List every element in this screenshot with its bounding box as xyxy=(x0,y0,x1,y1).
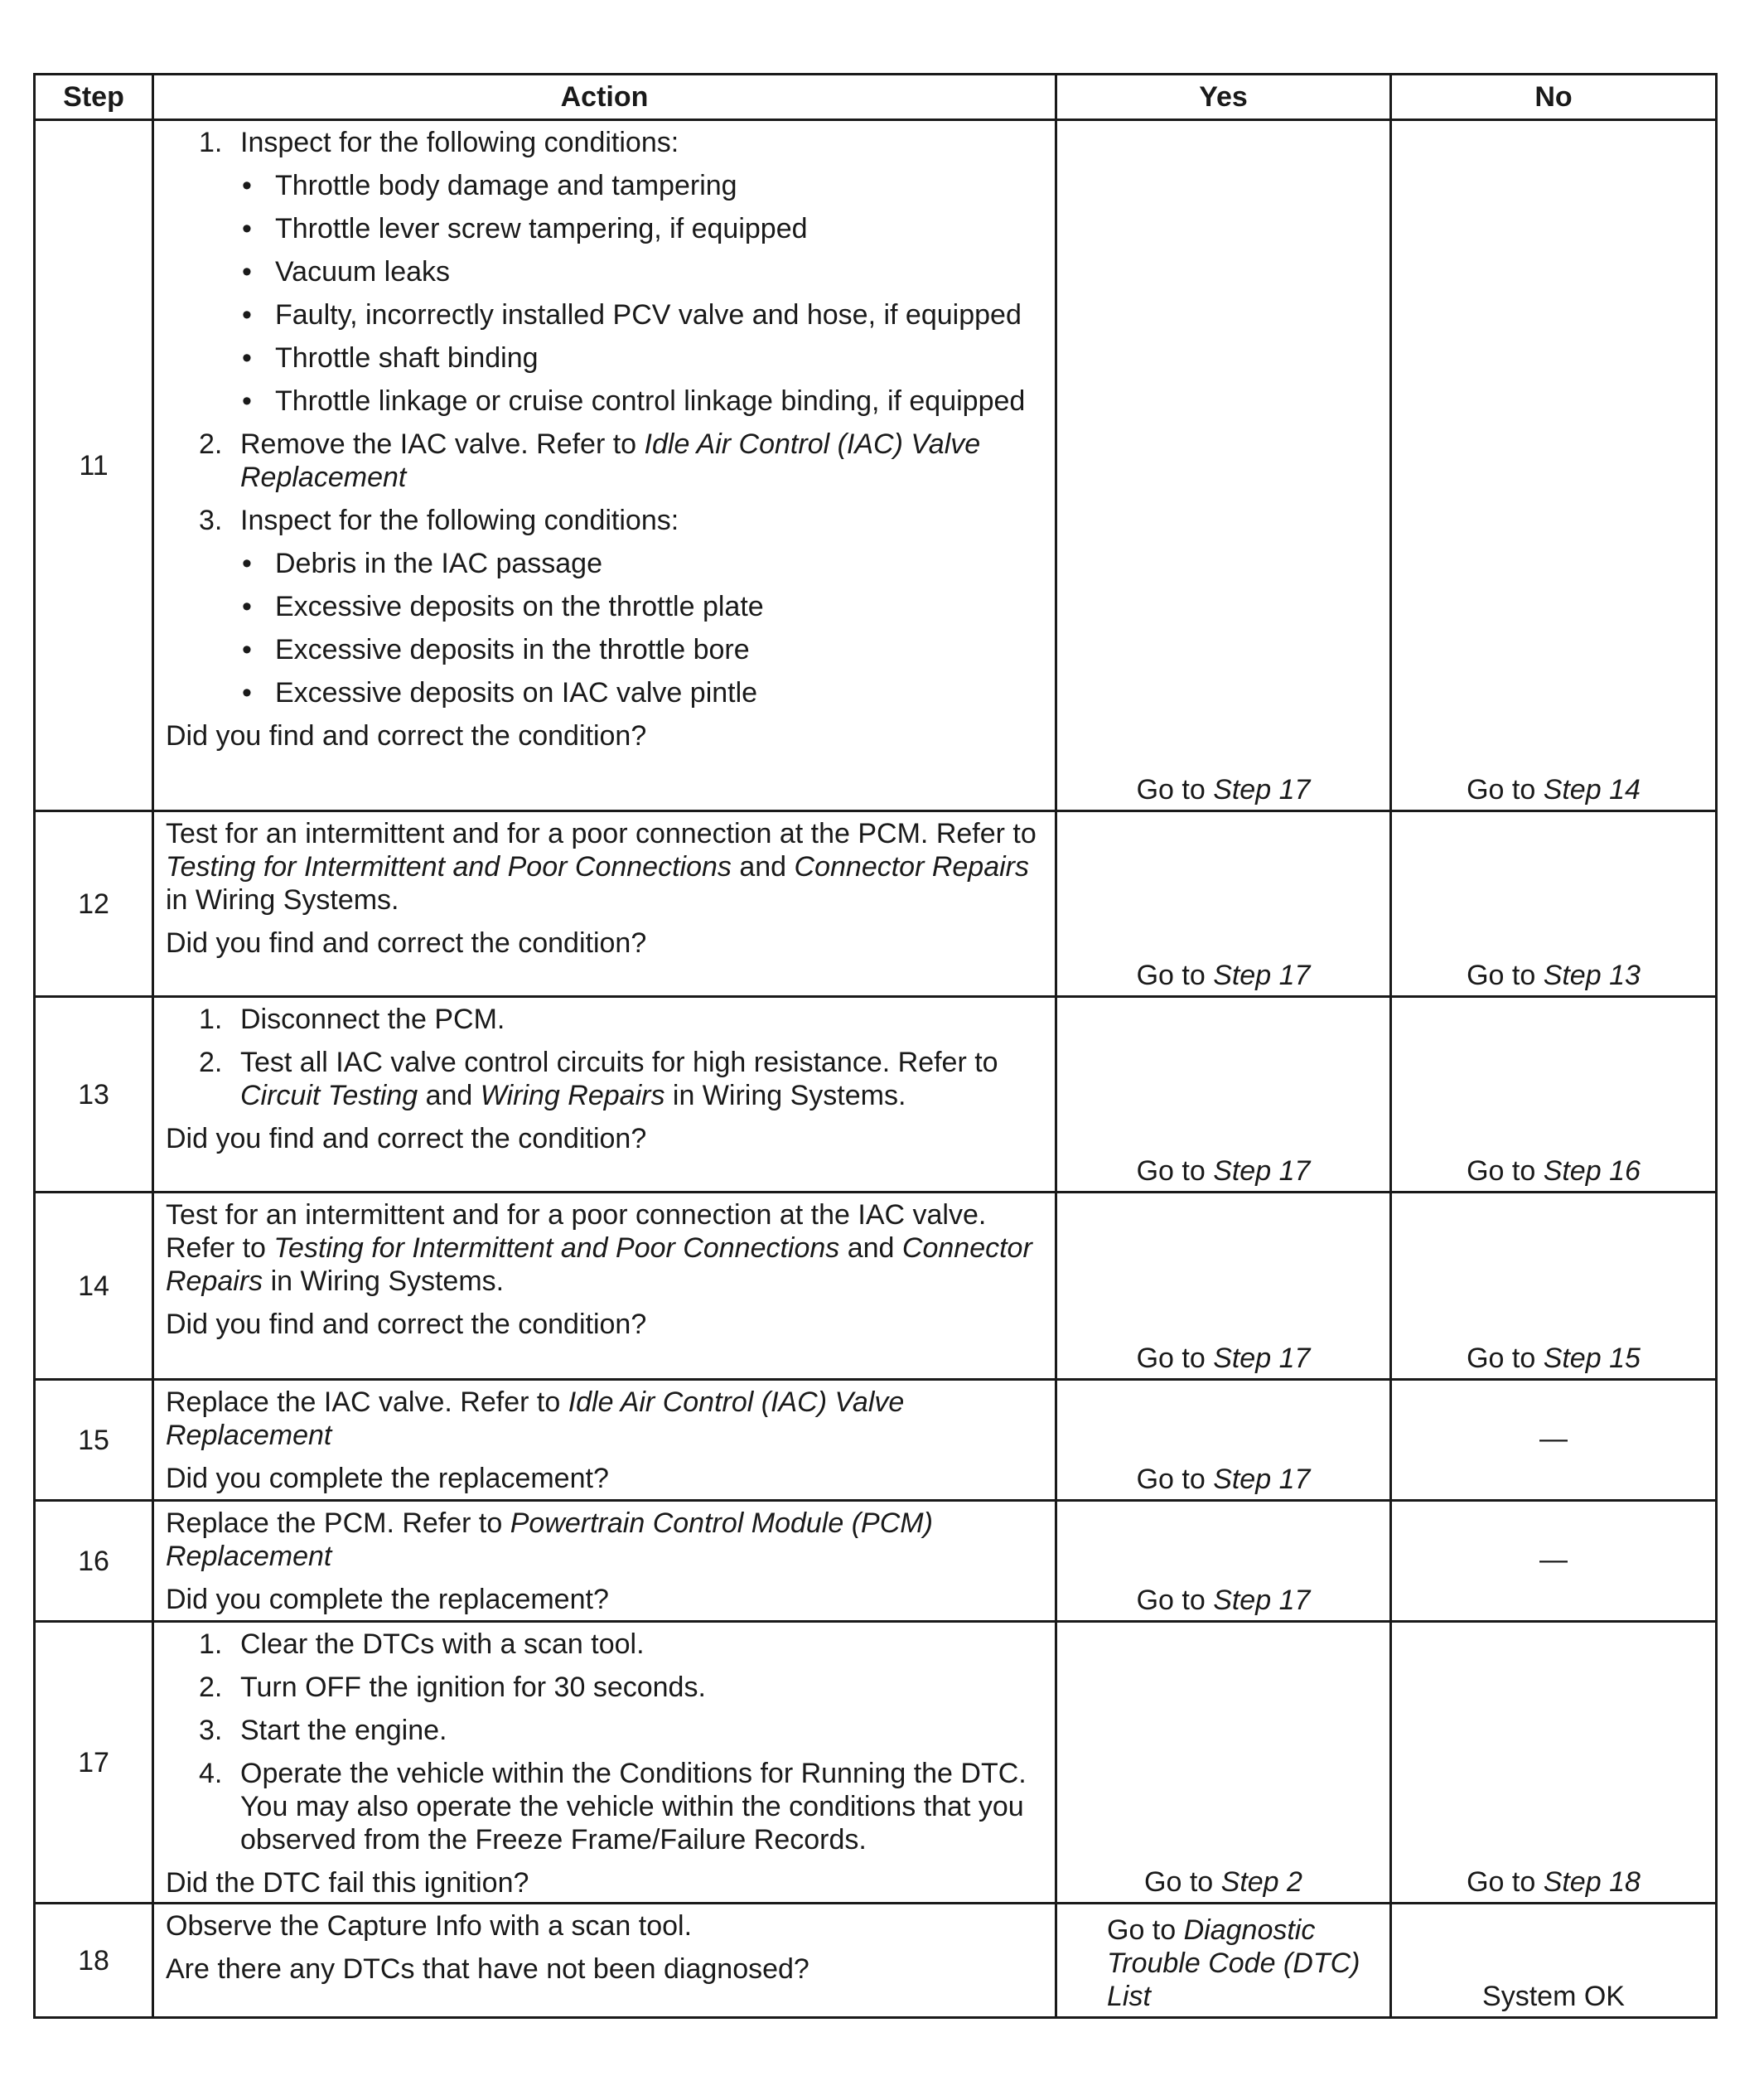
bullet-item: • Excessive deposits on IAC valve pintle xyxy=(166,676,1043,709)
item-text: Operate the vehicle within the Conditions for Running the DTC. You may also operate the vehicle within the conditions that you observed from the Freeze Frame/Failure Records. xyxy=(240,1758,1027,1856)
action-cell xyxy=(153,1193,1056,1380)
text-run: in Wiring Systems. xyxy=(664,1080,906,1111)
bullet-item: • Excessive deposits on the throttle plate xyxy=(166,590,1043,623)
step-number: 15 xyxy=(35,1380,153,1501)
reference-link: Circuit Testing xyxy=(240,1080,418,1111)
goto-prefix: Go to xyxy=(1136,1585,1214,1616)
no-cell xyxy=(1391,1380,1717,1501)
list-item xyxy=(166,504,1043,537)
bullet-item: • Faulty, incorrectly installed PCV valve and hose, if equipped xyxy=(166,298,1043,331)
reference-link: Connector Repairs xyxy=(794,851,1030,883)
goto-dtc-list-link: Diagnostic Trouble Code (DTC) List xyxy=(1107,1914,1360,2012)
question-text: Did you find and correct the condition? xyxy=(166,927,647,959)
goto-step-link: Step 17 xyxy=(1213,1585,1311,1616)
item-number: 2. xyxy=(199,1047,223,1078)
table-row xyxy=(35,1380,1717,1501)
table-row xyxy=(35,811,1717,997)
list-item xyxy=(166,1671,1043,1704)
reference-link: Connector Repairs xyxy=(166,1232,1032,1297)
table-row xyxy=(35,1904,1717,2018)
step-number: 14 xyxy=(35,1193,153,1380)
bullet-text: Excessive deposits in the throttle bore xyxy=(275,634,750,665)
list-item xyxy=(166,1046,1043,1112)
yes-cell xyxy=(1056,1380,1391,1501)
goto-prefix: Go to xyxy=(1467,774,1544,806)
goto-prefix: Go to xyxy=(1467,1155,1544,1187)
bullet-item: • Throttle shaft binding xyxy=(166,341,1043,375)
action-text xyxy=(166,817,1043,917)
bullet-item: • Throttle body damage and tampering xyxy=(166,169,1043,202)
goto-prefix: Go to xyxy=(1467,960,1544,991)
table-row xyxy=(35,120,1717,811)
table-header-row xyxy=(35,75,1717,120)
goto-step-link: Step 14 xyxy=(1543,774,1641,806)
header-yes: Yes xyxy=(1056,75,1391,120)
no-cell xyxy=(1391,1501,1717,1622)
goto-step-link: Step 17 xyxy=(1213,1343,1311,1374)
reference-link: Testing for Intermittent and Poor Connections xyxy=(273,1232,840,1264)
item-text: Inspect for the following conditions: xyxy=(240,127,679,158)
text-run: Replace the IAC valve. Refer to xyxy=(166,1386,568,1418)
text-run: in Wiring Systems. xyxy=(166,884,399,916)
bullet-text: Throttle lever screw tampering, if equipped xyxy=(275,213,808,244)
goto-step-link: Step 17 xyxy=(1213,1464,1311,1495)
header-no: No xyxy=(1391,75,1717,120)
bullet-item: • Excessive deposits in the throttle bore xyxy=(166,633,1043,666)
reference-link: Wiring Repairs xyxy=(480,1080,665,1111)
action-text xyxy=(166,1198,1043,1298)
goto-prefix: Go to xyxy=(1136,1155,1214,1187)
goto-prefix: Go to xyxy=(1136,1464,1214,1495)
bullet-list xyxy=(166,547,1043,709)
bullet-text: Faulty, incorrectly installed PCV valve and hose, if equipped xyxy=(275,299,1022,331)
goto-prefix: Go to xyxy=(1136,774,1214,806)
yes-cell xyxy=(1056,811,1391,997)
item-number: 3. xyxy=(199,1715,223,1746)
action-cell xyxy=(153,811,1056,997)
text-run: and xyxy=(731,851,795,883)
goto-prefix: Go to xyxy=(1144,1866,1221,1898)
item-number: 3. xyxy=(199,505,223,536)
item-text: Start the engine. xyxy=(240,1715,447,1746)
no-cell xyxy=(1391,120,1717,811)
list-item xyxy=(166,1757,1043,1856)
step-number: 17 xyxy=(35,1622,153,1904)
no-cell xyxy=(1391,1622,1717,1904)
step-number: 11 xyxy=(35,120,153,811)
question-text: Did you complete the replacement? xyxy=(166,1584,609,1615)
goto-step-link: Step 17 xyxy=(1213,1155,1311,1187)
goto-step-link: Step 13 xyxy=(1543,960,1641,991)
not-applicable-dash: — xyxy=(1539,1543,1568,1575)
goto-step-link: Step 17 xyxy=(1213,960,1311,991)
action-text xyxy=(166,1386,1043,1452)
yes-cell xyxy=(1056,1193,1391,1380)
text-run: Test for an intermittent and for a poor connection at the PCM. Refer to xyxy=(166,818,1037,849)
action-cell xyxy=(153,1380,1056,1501)
bullet-item: • Debris in the IAC passage xyxy=(166,547,1043,580)
question-text: Did you find and correct the condition? xyxy=(166,1123,647,1154)
list-item xyxy=(166,428,1043,494)
bullet-text: Throttle linkage or cruise control linkage binding, if equipped xyxy=(275,385,1026,417)
item-number: 1. xyxy=(199,1628,223,1660)
list-item xyxy=(166,1628,1043,1661)
bullet-text: Throttle shaft binding xyxy=(275,342,539,374)
question-text: Are there any DTCs that have not been diagnosed? xyxy=(166,1953,809,1985)
list-item xyxy=(166,126,1043,159)
text-run: Test all IAC valve control circuits for high resistance. Refer to xyxy=(240,1047,998,1078)
reference-link: Testing for Intermittent and Poor Connections xyxy=(166,851,732,883)
no-cell xyxy=(1391,1904,1717,2018)
step-number: 13 xyxy=(35,997,153,1193)
text-run: in Wiring Systems. xyxy=(263,1265,505,1297)
goto-step-link: Step 18 xyxy=(1543,1866,1641,1898)
item-text: Disconnect the PCM. xyxy=(240,1004,505,1035)
item-text: Remove the IAC valve. Refer to xyxy=(240,428,645,460)
action-cell xyxy=(153,1622,1056,1904)
action-cell xyxy=(153,1904,1056,2018)
goto-prefix: Go to xyxy=(1136,1343,1214,1374)
list-item xyxy=(166,1003,1043,1036)
table-row xyxy=(35,1622,1717,1904)
bullet-list xyxy=(166,169,1043,418)
goto-step-link: Step 2 xyxy=(1220,1866,1302,1898)
table-row xyxy=(35,1501,1717,1622)
text-run: Test for an intermittent and for a poor connection at the IAC valve. Refer to xyxy=(166,1199,987,1264)
not-applicable-dash: — xyxy=(1539,1422,1568,1454)
list-item xyxy=(166,1714,1043,1747)
text-run: and xyxy=(839,1232,902,1264)
item-number: 1. xyxy=(199,1004,223,1035)
reference-link: Idle Air Control (IAC) Valve Replacement xyxy=(240,428,981,493)
table-row xyxy=(35,1193,1717,1380)
yes-cell xyxy=(1056,1501,1391,1622)
system-ok-text: System OK xyxy=(1482,1981,1625,2012)
item-text: Turn OFF the ignition for 30 seconds. xyxy=(240,1672,706,1703)
item-number: 2. xyxy=(199,1672,223,1703)
step-number: 18 xyxy=(35,1904,153,2018)
question-text: Did you find and correct the condition? xyxy=(166,1309,647,1340)
action-cell xyxy=(153,120,1056,811)
goto-prefix: Go to xyxy=(1467,1343,1544,1374)
action-text: Observe the Capture Info with a scan tool. xyxy=(166,1910,693,1942)
goto-prefix: Go to xyxy=(1107,1914,1184,1946)
question-text: Did you find and correct the condition? xyxy=(166,720,647,752)
item-number: 2. xyxy=(199,428,223,460)
step-number: 12 xyxy=(35,811,153,997)
goto-prefix: Go to xyxy=(1136,960,1214,991)
bullet-item: • Vacuum leaks xyxy=(166,255,1043,288)
goto-prefix: Go to xyxy=(1467,1866,1544,1898)
bullet-text: Vacuum leaks xyxy=(275,256,451,288)
item-text: Clear the DTCs with a scan tool. xyxy=(240,1628,645,1660)
bullet-text: Excessive deposits on IAC valve pintle xyxy=(275,677,758,709)
yes-cell xyxy=(1056,120,1391,811)
bullet-item: • Throttle linkage or cruise control linkage binding, if equipped xyxy=(166,385,1043,418)
question-text: Did you complete the replacement? xyxy=(166,1463,609,1494)
reference-link: Idle Air Control (IAC) Valve Replacement xyxy=(166,1386,905,1451)
text-run: Replace the PCM. Refer to xyxy=(166,1507,510,1539)
action-cell xyxy=(153,997,1056,1193)
bullet-item: • Throttle lever screw tampering, if equipped xyxy=(166,212,1043,245)
bullet-text: Throttle body damage and tampering xyxy=(275,170,737,201)
header-action: Action xyxy=(153,75,1056,120)
text-run: and xyxy=(418,1080,481,1111)
bullet-text: Debris in the IAC passage xyxy=(275,548,602,579)
item-text: Inspect for the following conditions: xyxy=(240,505,679,536)
no-cell xyxy=(1391,811,1717,997)
goto-step-link: Step 15 xyxy=(1543,1343,1641,1374)
action-cell xyxy=(153,1501,1056,1622)
no-cell xyxy=(1391,1193,1717,1380)
header-step: Step xyxy=(35,75,153,120)
item-number: 1. xyxy=(199,127,223,158)
diagnostic-table xyxy=(33,73,1718,2019)
step-number: 16 xyxy=(35,1501,153,1622)
table-row xyxy=(35,997,1717,1193)
reference-link: Powertrain Control Module (PCM) Replacement xyxy=(166,1507,933,1572)
action-text xyxy=(166,1507,1043,1573)
goto-step-link: Step 16 xyxy=(1543,1155,1641,1187)
question-text: Did the DTC fail this ignition? xyxy=(166,1867,529,1899)
yes-cell xyxy=(1056,1904,1391,2018)
yes-cell xyxy=(1056,997,1391,1193)
no-cell xyxy=(1391,997,1717,1193)
bullet-text: Excessive deposits on the throttle plate xyxy=(275,591,764,622)
goto-step-link: Step 17 xyxy=(1213,774,1311,806)
yes-cell xyxy=(1056,1622,1391,1904)
item-number: 4. xyxy=(199,1758,223,1789)
